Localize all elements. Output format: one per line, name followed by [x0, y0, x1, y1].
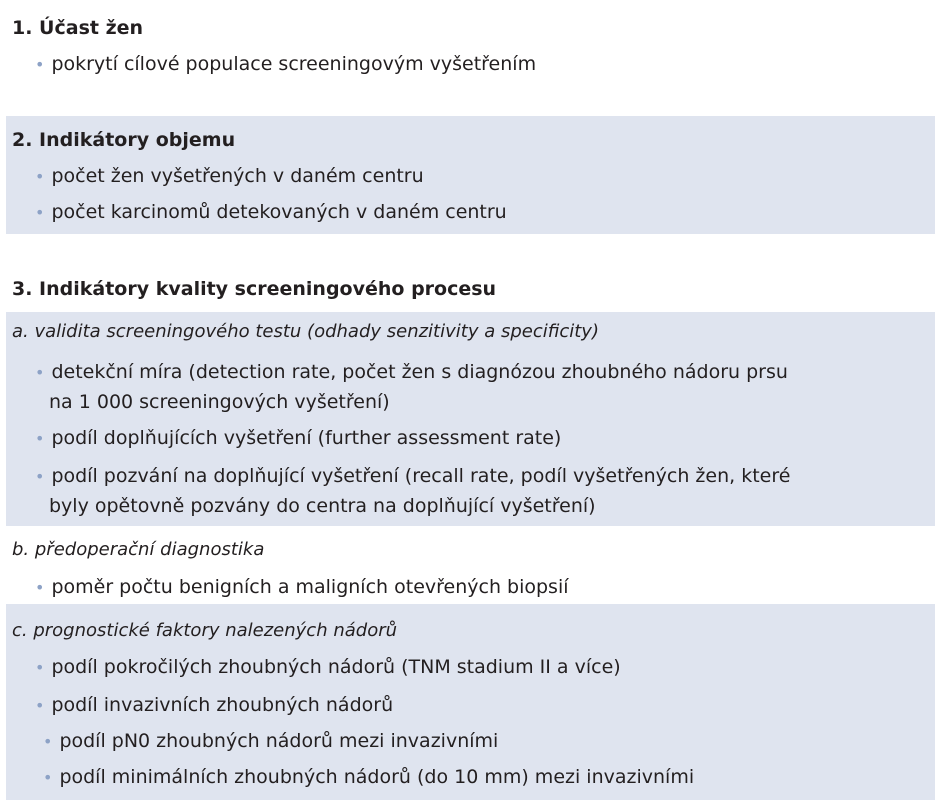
bullet-icon: •: [43, 732, 53, 751]
subsection-b-title: b. předoperační diagnostika: [12, 539, 265, 560]
item-text: podíl doplňujících vyšetření (further assessment rate): [51, 427, 562, 449]
sub-list-item: [43, 762, 694, 792]
list-item: [35, 423, 561, 453]
item-text: detekční míra (detection rate, počet žen s diagnózou zhoubného nádoru prsu: [51, 361, 788, 383]
bullet-icon: •: [35, 429, 45, 448]
section1-heading: 1. Účast žen: [12, 17, 144, 39]
item-text: podíl invazivních zhoubných nádorů: [51, 694, 394, 716]
list-item: [35, 652, 621, 682]
subsection-c-title: c. prognostické faktory nalezených nádorů: [12, 620, 398, 641]
bullet-icon: •: [35, 658, 45, 677]
item-text: podíl pokročilých zhoubných nádorů (TNM stadium II a více): [51, 656, 621, 678]
item-text: podíl minimálních zhoubných nádorů (do 10 mm) mezi invazivními: [59, 766, 695, 788]
bullet-icon: •: [35, 363, 45, 382]
section2-heading: 2. Indikátory objemu: [12, 129, 236, 151]
list-item: [35, 572, 569, 602]
section3-heading: 3. Indikátory kvality screeningového procesu: [12, 278, 497, 300]
bullet-icon: •: [35, 467, 45, 486]
list-item: [35, 49, 536, 79]
list-item: [35, 690, 393, 720]
list-item: [35, 461, 790, 491]
item-text: počet karcinomů detekovaných v daném centru: [51, 201, 507, 223]
bullet-icon: •: [43, 768, 53, 787]
list-item: [35, 357, 788, 387]
bullet-icon: •: [35, 167, 45, 186]
list-item: [35, 197, 507, 227]
list-item-continuation: byly opětovně pozvány do centra na doplňující vyšetření): [49, 495, 596, 517]
item-text: počet žen vyšetřených v daném centru: [51, 165, 424, 187]
item-text: poměr počtu benigních a maligních otevřených biopsií: [51, 576, 569, 598]
bullet-icon: •: [35, 578, 45, 597]
subsection-a-title: a. validita screeningového testu (odhady senzitivity a specificity): [12, 321, 599, 342]
list-item-continuation: na 1 000 screeningových vyšetření): [49, 391, 390, 413]
list-item: [35, 161, 424, 191]
sub-list-item: [43, 726, 498, 756]
bullet-icon: •: [35, 203, 45, 222]
item-text: podíl pN0 zhoubných nádorů mezi invazivními: [59, 730, 499, 752]
bullet-icon: •: [35, 55, 45, 74]
item-text: podíl pozvání na doplňující vyšetření (recall rate, podíl vyšetřených žen, které: [51, 465, 791, 487]
item-text: pokrytí cílové populace screeningovým vyšetřením: [51, 53, 537, 75]
bullet-icon: •: [35, 696, 45, 715]
